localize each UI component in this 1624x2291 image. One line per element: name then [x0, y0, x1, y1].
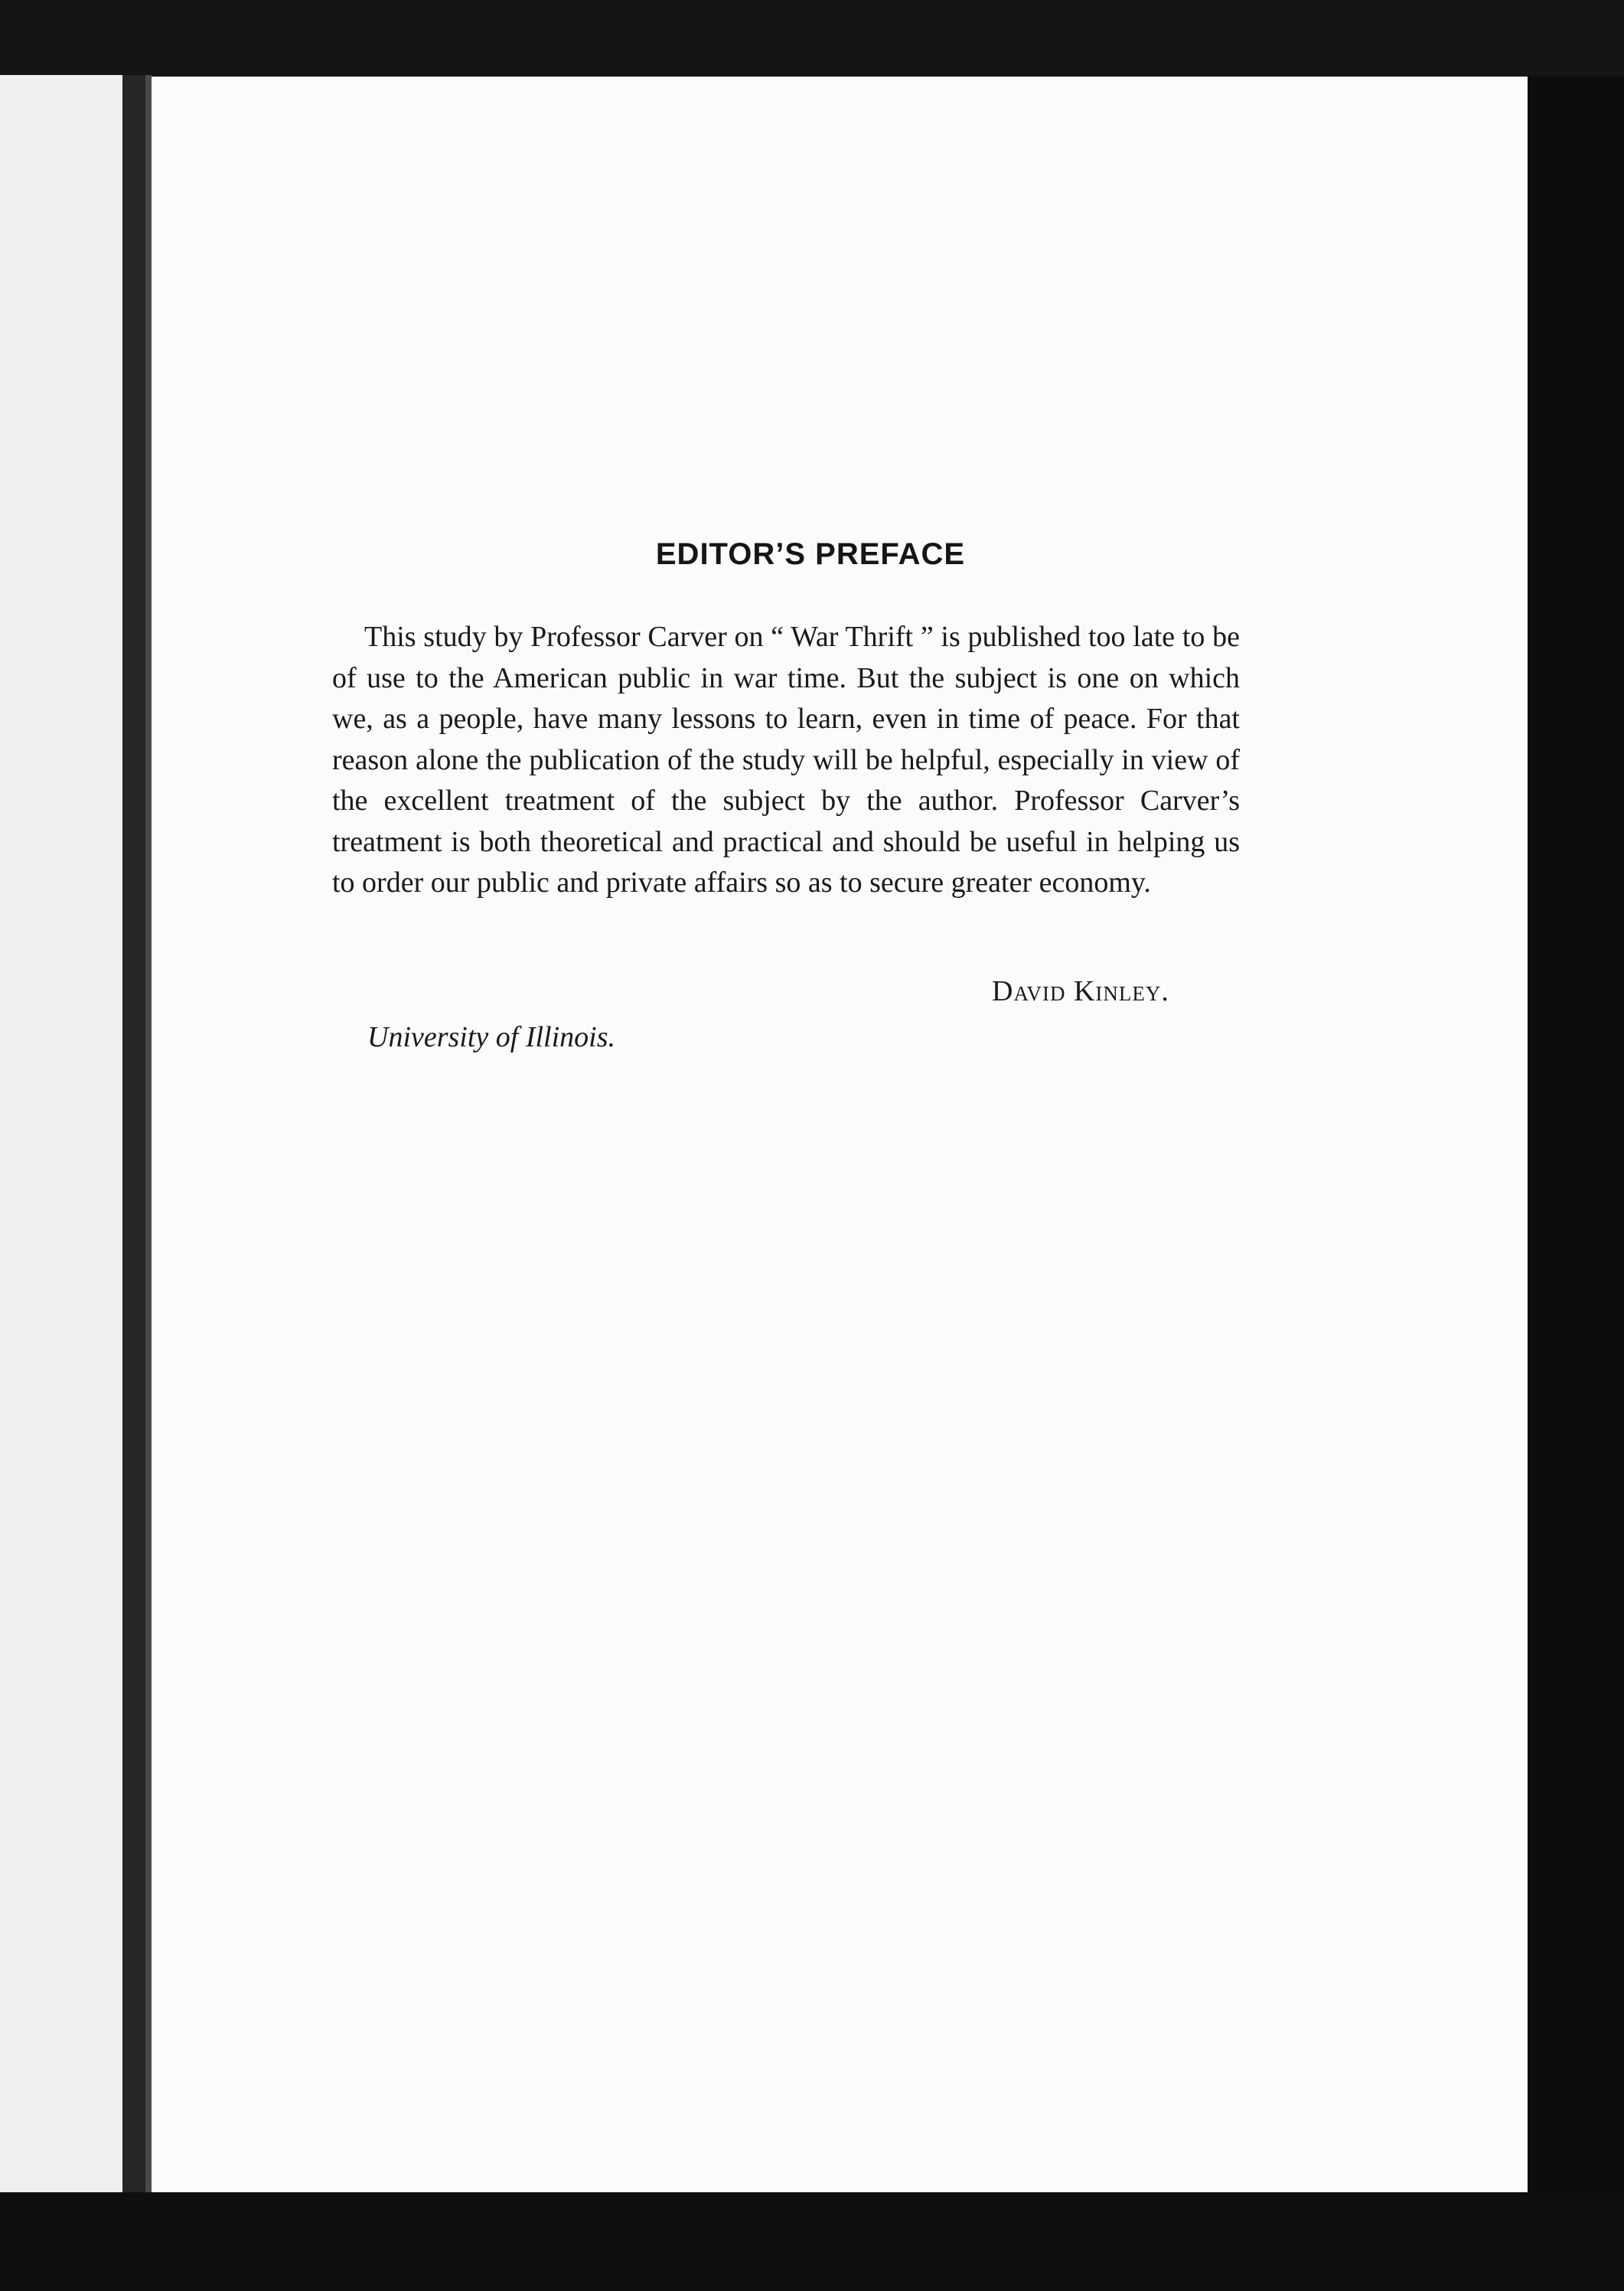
page-heading — [0, 537, 1624, 572]
scan-border-bottom — [0, 2192, 1624, 2291]
book-page — [152, 77, 1528, 2192]
heading-text: EDITOR’S PREFACE — [655, 537, 966, 571]
author-signature: David Kinley. — [992, 975, 1169, 1007]
scan-border-top — [0, 0, 1624, 77]
scan-border-right — [1528, 77, 1624, 2192]
facing-page-edge — [0, 75, 122, 2194]
preface-body: This study by Professor Carver on “ War Thrift ” is published too late to be of use to the American public in war time. But the subject is one on which we, as a people, have many lessons to learn, even in time of peace. For that reason alone the publication of the study will be helpful, especially in view of the excellent treatment of the subject by the author. Professor Carver’s treatment is both theoretical and practical and should be useful in helping us to order our public and private affairs so as to secure greater economy. — [332, 621, 1240, 899]
author-affiliation: University of Illinois. — [367, 1021, 616, 1053]
gutter-shadow — [145, 75, 152, 2194]
